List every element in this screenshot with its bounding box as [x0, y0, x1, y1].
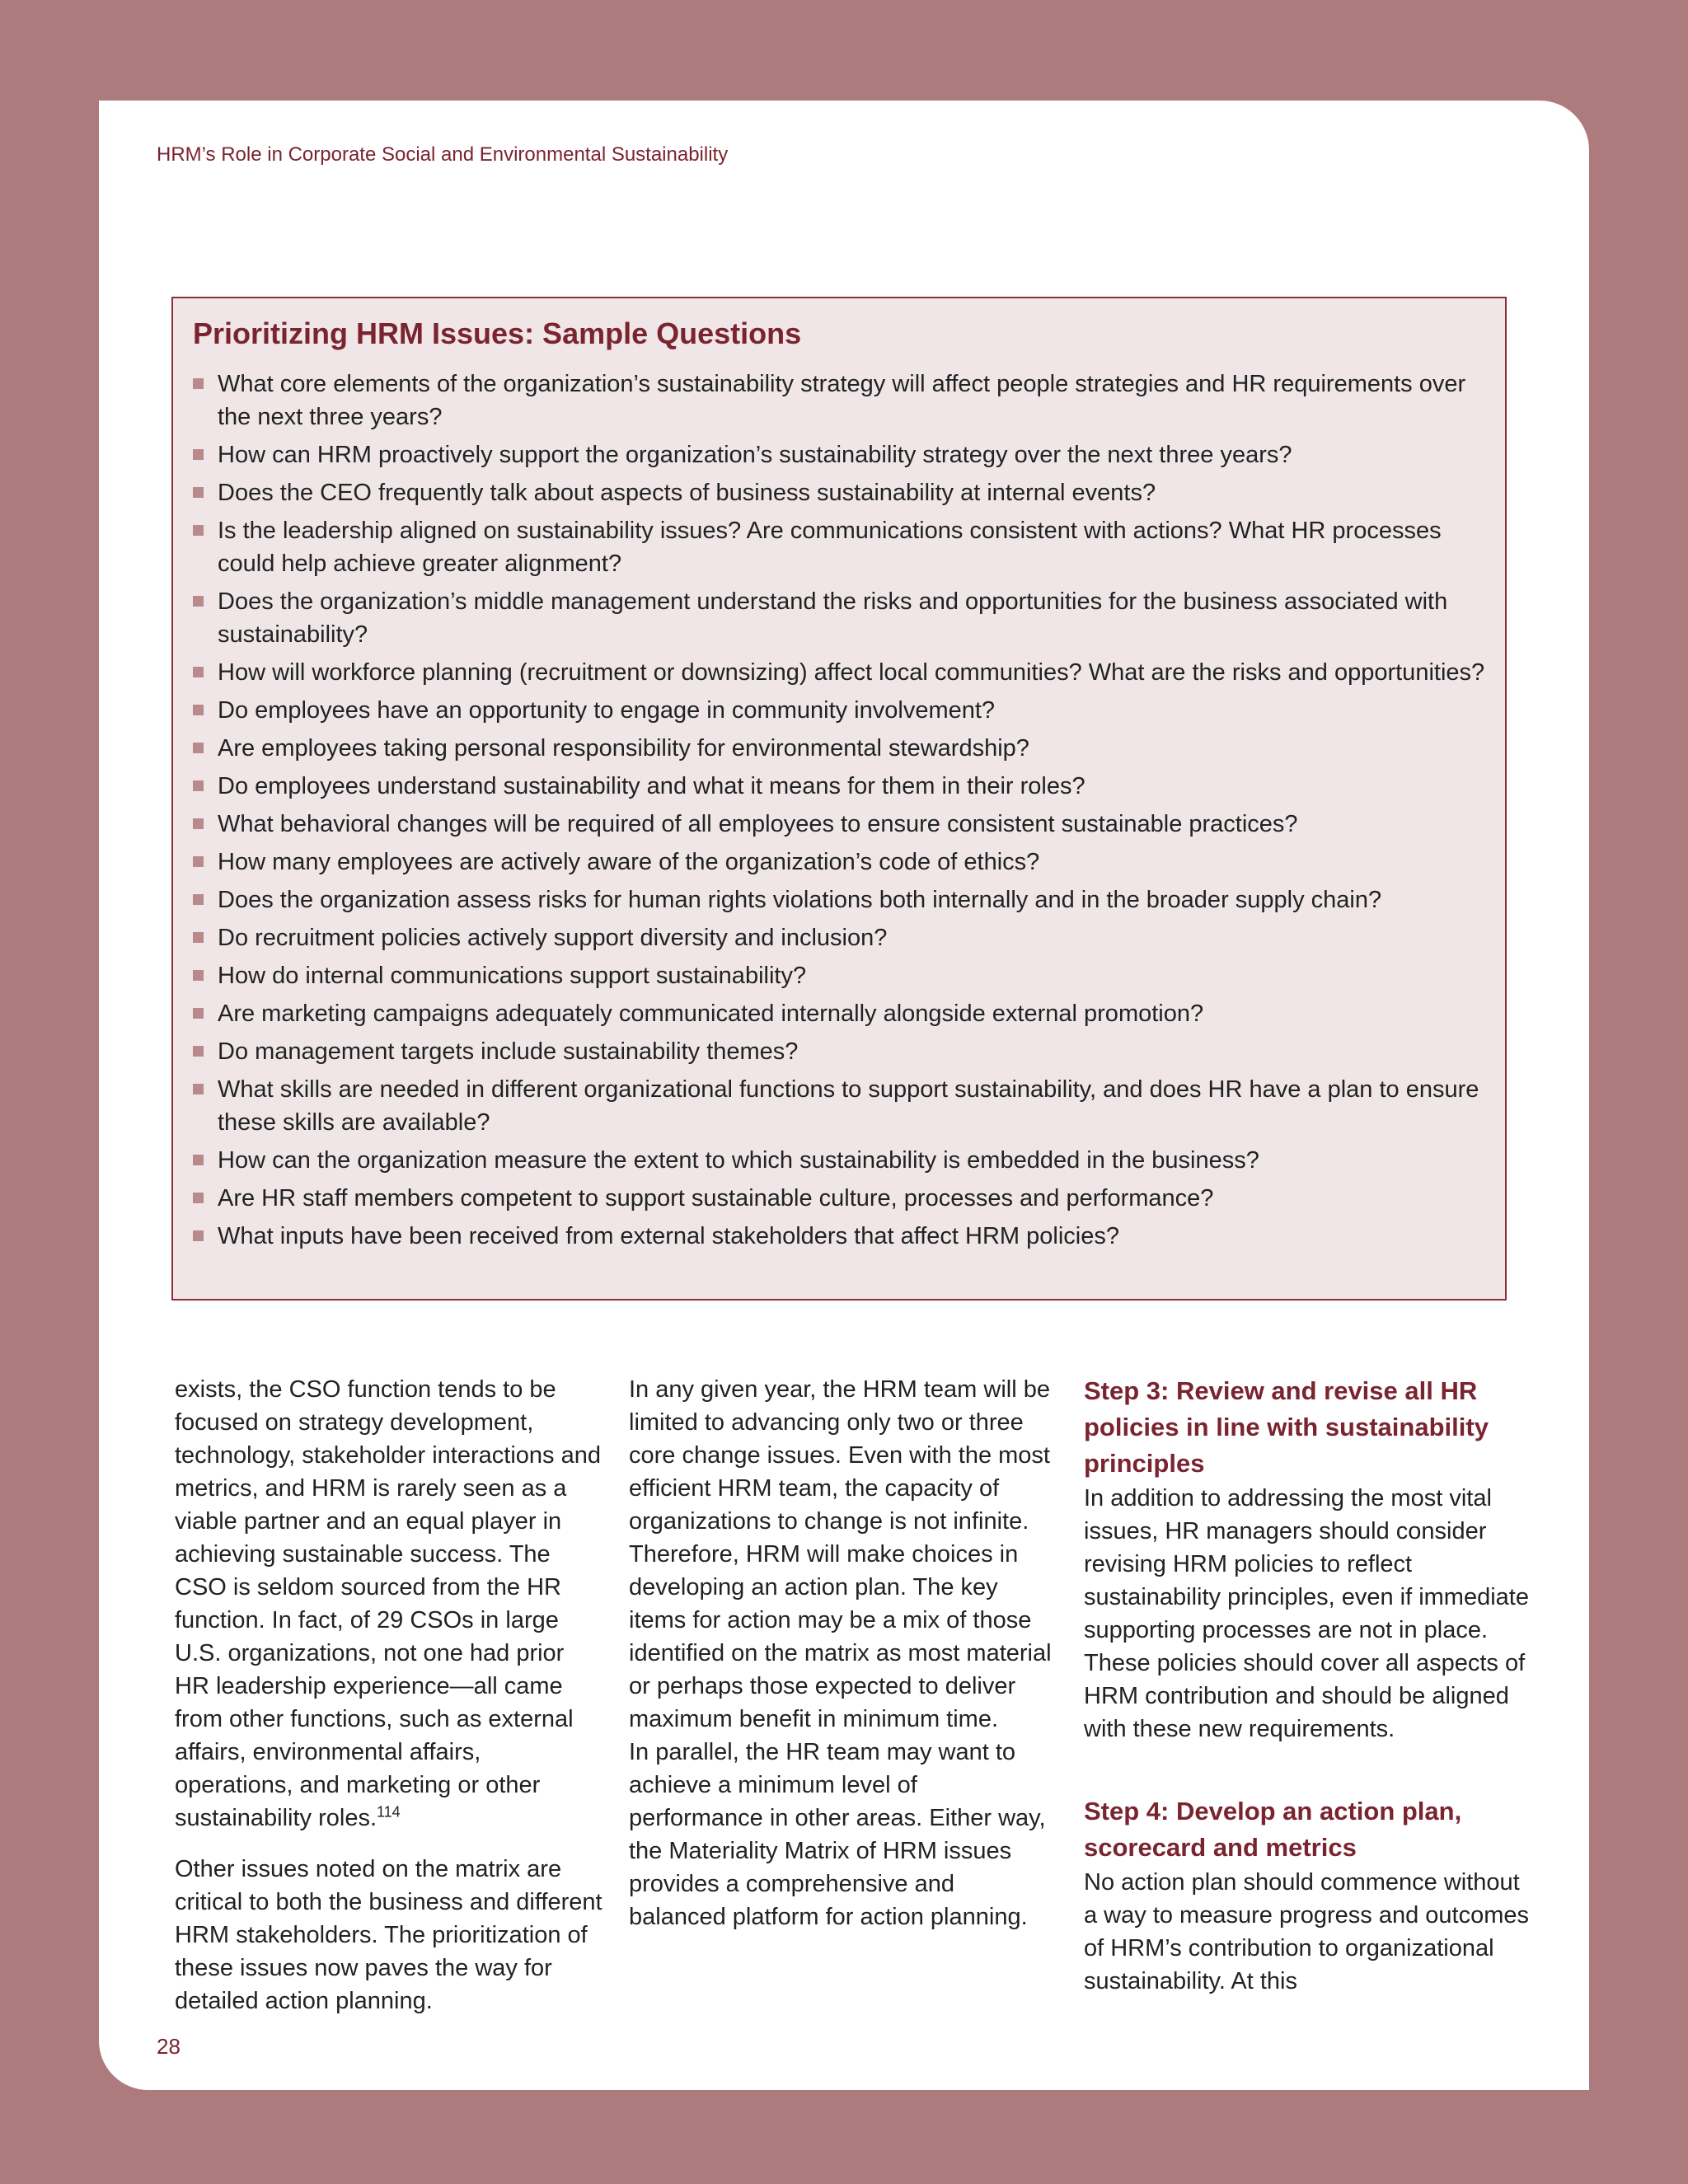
square-bullet-icon	[193, 1084, 204, 1094]
list-item: What behavioral changes will be required of all employees to ensure consistent sustainable practices?	[193, 808, 1487, 841]
list-item: How do internal communications support sustainability?	[193, 959, 1487, 992]
body-column-1	[175, 1373, 603, 2018]
list-item: Do recruitment policies actively support diversity and inclusion?	[193, 921, 1487, 954]
footnote-ref: 114	[377, 1803, 401, 1821]
paragraph: Other issues noted on the matrix are critical to both the business and different HRM stakeholders. The prioritization of these issues now paves the way for detailed action planning.	[175, 1856, 603, 2014]
list-item: What core elements of the organization’s sustainability strategy will affect people strategies and HR requirements over the next three years?	[193, 368, 1487, 434]
list-item: Do employees understand sustainability and what it means for them in their roles?	[193, 770, 1487, 803]
list-item: Are employees taking personal responsibility for environmental stewardship?	[193, 732, 1487, 765]
list-item: Does the organization’s middle management understand the risks and opportunities for the business associated with sustainability?	[193, 585, 1487, 651]
running-header: HRM’s Role in Corporate Social and Environmental Sustainability	[157, 143, 729, 166]
square-bullet-icon	[193, 525, 204, 536]
square-bullet-icon	[193, 705, 204, 715]
list-item: Are HR staff members competent to support sustainable culture, processes and performance?	[193, 1182, 1487, 1215]
question-list	[193, 368, 1487, 1258]
square-bullet-icon	[193, 667, 204, 677]
list-item: Do employees have an opportunity to engage in community involvement?	[193, 694, 1487, 727]
page-number: 28	[157, 2034, 181, 2059]
square-bullet-icon	[193, 1155, 204, 1165]
square-bullet-icon	[193, 1230, 204, 1241]
body-column-2	[629, 1373, 1057, 1933]
list-item: Does the CEO frequently talk about aspects of business sustainability at internal events?	[193, 476, 1487, 509]
square-bullet-icon	[193, 856, 204, 867]
paragraph: In any given year, the HRM team will be limited to advancing only two or three core change issues. Even with the most efficient HRM team, the capacity of organizations to change is not infinite. Therefore, HRM will make choices in developing an action plan. The key items for action may be a mix of those identified on the matrix as most material or perhaps those expected to deliver maximum benefit in minimum time.	[629, 1376, 1052, 1732]
list-item: How can HRM proactively support the organization’s sustainability strategy over the next three years?	[193, 438, 1487, 471]
square-bullet-icon	[193, 932, 204, 943]
box-title: Prioritizing HRM Issues: Sample Questions	[193, 316, 802, 350]
square-bullet-icon	[193, 378, 204, 389]
square-bullet-icon	[193, 449, 204, 460]
paragraph: In parallel, the HR team may want to achieve a minimum level of performance in other areas. Either way, the Materiality Matrix of HRM issues provides a comprehensive and balanced platform for action planning.	[629, 1739, 1046, 1930]
square-bullet-icon	[193, 1008, 204, 1019]
square-bullet-icon	[193, 487, 204, 498]
list-item: How can the organization measure the extent to which sustainability is embedded in the business?	[193, 1144, 1487, 1177]
list-item: How many employees are actively aware of the organization’s code of ethics?	[193, 846, 1487, 879]
square-bullet-icon	[193, 780, 204, 791]
square-bullet-icon	[193, 1193, 204, 1203]
step-3-heading: Step 3: Review and revise all HR policies in line with sustainability principles	[1084, 1376, 1489, 1478]
list-item: Does the organization assess risks for human rights violations both internally and in the broader supply chain?	[193, 883, 1487, 916]
list-item: Is the leadership aligned on sustainability issues? Are communications consistent with actions? What HR processes could help achieve greater alignment?	[193, 514, 1487, 580]
square-bullet-icon	[193, 818, 204, 829]
square-bullet-icon	[193, 1046, 204, 1057]
document-page	[99, 101, 1589, 2090]
square-bullet-icon	[193, 970, 204, 981]
square-bullet-icon	[193, 894, 204, 905]
list-item: How will workforce planning (recruitment or downsizing) affect local communities? What are the risks and opportunities?	[193, 656, 1487, 689]
list-item: Are marketing campaigns adequately communicated internally alongside external promotion?	[193, 997, 1487, 1030]
list-item: Do management targets include sustainability themes?	[193, 1035, 1487, 1068]
square-bullet-icon	[193, 596, 204, 607]
paragraph: In addition to addressing the most vital issues, HR managers should consider revising HRM policies to reflect sustainability principles, even if immediate supporting processes are not in place. These policies should cover all aspects of HRM contribution and should be aligned with these new requirements.	[1084, 1485, 1529, 1742]
step-4-heading: Step 4: Develop an action plan, scorecard and metrics	[1084, 1797, 1462, 1862]
sample-questions-box	[171, 297, 1507, 1301]
paragraph: exists, the CSO function tends to be focused on strategy development, technology, stakeholder interactions and metrics, and HRM is rarely seen as a viable partner and an equal player in achieving sustainable success. The CSO is seldom sourced from the HR function. In fact, of 29 CSOs in large U.S. organizations, not one had prior HR leadership experience—all came from other functions, such as external affairs, environmental affairs, operations, and marketing or other sustainability roles.$^{114}$	[175, 1376, 601, 1831]
list-item: What inputs have been received from external stakeholders that affect HRM policies?	[193, 1220, 1487, 1253]
square-bullet-icon	[193, 743, 204, 753]
paragraph: No action plan should commence without a way to measure progress and outcomes of HRM’s contribution to organizational sustainability. At this	[1084, 1869, 1529, 1994]
list-item: What skills are needed in different organizational functions to support sustainability, and does HR have a plan to ensure these skills are available?	[193, 1073, 1487, 1139]
body-column-3	[1084, 1373, 1529, 1998]
